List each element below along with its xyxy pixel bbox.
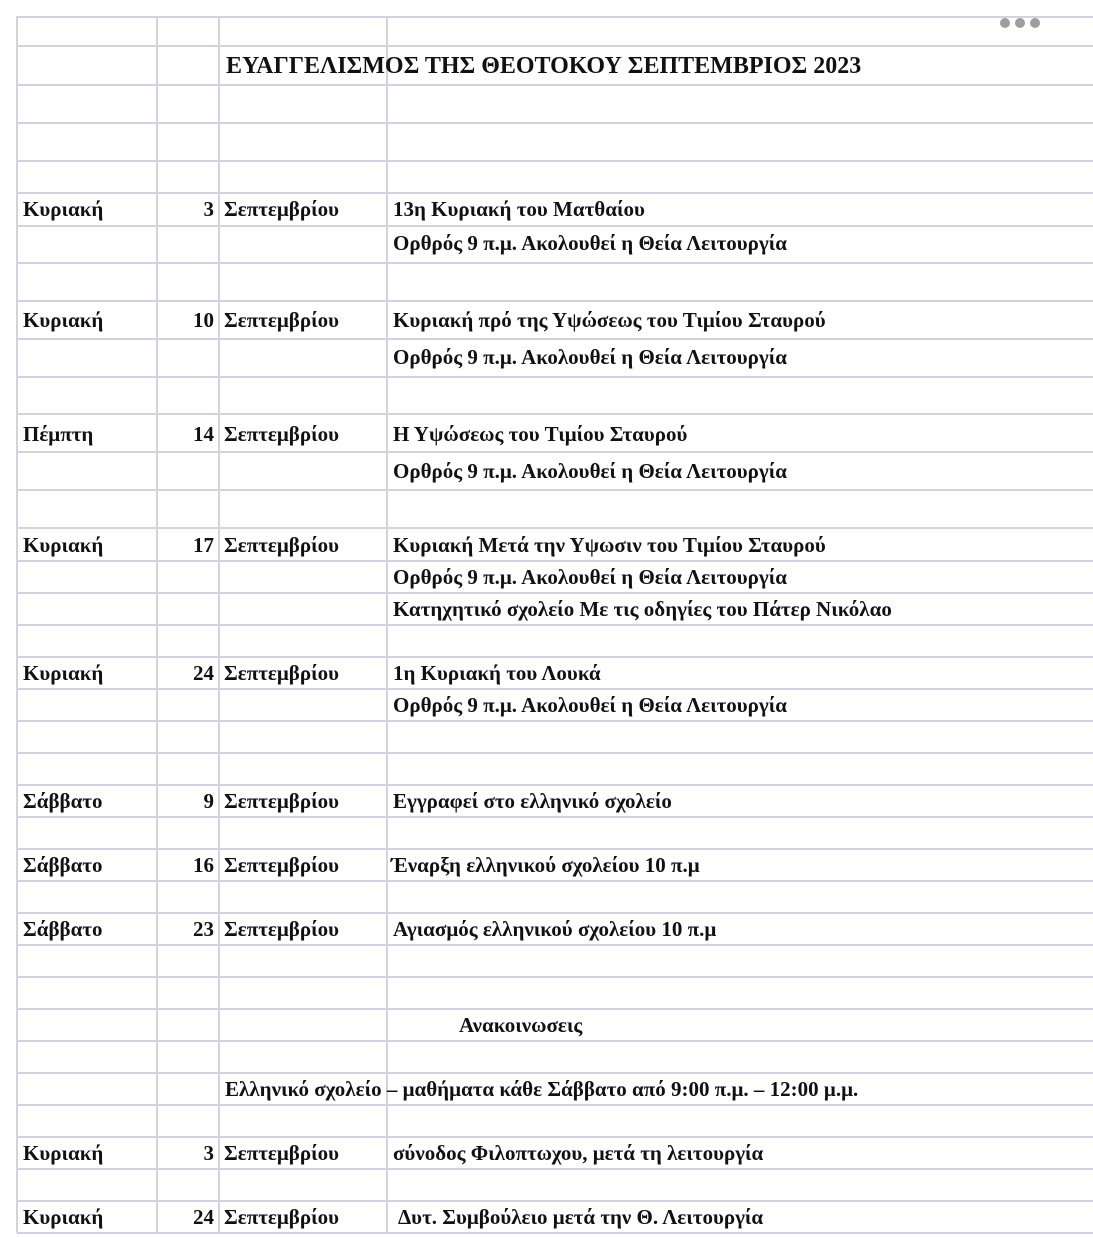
day-number: 17 [193,533,214,557]
grid-row-line [17,1200,1093,1202]
day-name: Κυριακή [23,661,104,685]
day-number: 3 [203,197,214,221]
grid-row-line [17,816,1093,818]
day-number: 24 [193,661,214,685]
event-text: Ορθρός 9 π.μ. Ακολουθεί η Θεία Λειτουργία [393,693,787,717]
grid-row-line [17,752,1093,754]
grid-row-line [17,527,1093,529]
month-name: Σεπτεμβρίου [224,917,339,941]
day-name: Κυριακή [23,533,104,557]
day-number: 14 [193,422,214,446]
grid-row-line [17,880,1093,882]
grid-row-line [17,451,1093,453]
grid-row-line [17,1232,1093,1234]
grid-row-line [17,1136,1093,1138]
month-name: Σεπτεμβρίου [224,1205,339,1229]
event-text: Αγιασμός ελληνικού σχολείου 10 π.μ [393,917,717,941]
month-name: Σεπτεμβρίου [224,308,339,332]
grid-row-line [17,944,1093,946]
grid-row-line [17,1008,1093,1010]
event-text: σύνοδος Φιλοπτωχου, μετά τη λειτουργία [393,1141,764,1165]
grid-row-line [17,1168,1093,1170]
grid-row-line [17,656,1093,658]
grid-row-line [17,489,1093,491]
day-name: Σάββατο [23,853,103,877]
event-text: Ορθρός 9 π.μ. Ακολουθεί η Θεία Λειτουργία [393,565,787,589]
grid-row-line [17,624,1093,626]
grid-row-line [17,192,1093,194]
grid-row-line [17,122,1093,124]
grid-row-line [17,784,1093,786]
event-text: Ορθρός 9 π.μ. Ακολουθεί η Θεία Λειτουργία [393,459,787,483]
day-name: Κυριακή [23,1205,104,1229]
event-text: Η Υψώσεως του Τιμίου Σταυρού [393,422,688,446]
event-text: 1η Κυριακή του Λουκά [393,661,601,685]
day-name: Σάββατο [23,789,103,813]
day-number: 9 [203,789,214,813]
grid-row-line [17,720,1093,722]
day-name: Κυριακή [23,1141,104,1165]
announcements-heading: Ανακοινωσεις [459,1013,583,1037]
day-name: Κυριακή [23,308,104,332]
event-text: Κυριακή Μετά την Υψωσιν του Τιμίου Σταυρού [393,533,826,557]
event-text: Έναρξη ελληνικού σχολείου 10 π.μ [391,853,700,877]
grid-row-line [17,1072,1093,1074]
grid-row-line [17,338,1093,340]
event-text: Κυριακή πρό της Υψώσεως του Τιμίου Σταυρού [393,308,826,332]
event-text: Ορθρός 9 π.μ. Ακολουθεί η Θεία Λειτουργία [393,345,787,369]
month-name: Σεπτεμβρίου [224,853,339,877]
day-number: 10 [193,308,214,332]
event-text: Ορθρός 9 π.μ. Ακολουθεί η Θεία Λειτουργία [393,231,787,255]
event-text: 13η Κυριακή του Ματθαίου [393,197,645,221]
grid-row-line [17,912,1093,914]
grid-row-line [17,688,1093,690]
grid-row-line [17,45,1093,47]
grid-row-line [17,560,1093,562]
grid-row-line [17,413,1093,415]
event-text: Δυτ. Συμβούλειο μετά την Θ. Λειτουργία [398,1205,764,1229]
day-number: 3 [203,1141,214,1165]
event-text: Κατηχητικό σχολείο Με τις οδηγίες του Πάτερ Νικόλαο [393,597,892,621]
event-text: Εγγραφεί στο ελληνικό σχολείο [393,789,672,813]
month-name: Σεπτεμβρίου [224,661,339,685]
grid-row-line [17,262,1093,264]
month-name: Σεπτεμβρίου [224,1141,339,1165]
month-name: Σεπτεμβρίου [224,533,339,557]
grid-row-line [17,1040,1093,1042]
grid-row-line [17,976,1093,978]
month-name: Σεπτεμβρίου [224,197,339,221]
grid-row-line [17,160,1093,162]
day-number: 16 [193,853,214,877]
grid-row-line [17,84,1093,86]
day-name: Κυριακή [23,197,104,221]
grid-row-line [17,1104,1093,1106]
day-number: 24 [193,1205,214,1229]
month-name: Σεπτεμβρίου [224,422,339,446]
grid-row-line [17,300,1093,302]
greek-school-note: Ελληνικό σχολείο – μαθήματα κάθε Σάββατο από 9:00 π.μ. – 12:00 μ.μ. [225,1077,859,1101]
day-name: Σάββατο [23,917,103,941]
day-name: Πέμπτη [23,422,94,446]
more-horizontal-icon[interactable] [1000,18,1040,28]
month-name: Σεπτεμβρίου [224,789,339,813]
grid-row-line [17,592,1093,594]
day-number: 23 [193,917,214,941]
grid-row-line [17,848,1093,850]
grid-row-line [17,376,1093,378]
grid-row-line [17,225,1093,227]
page-title: ΕΥΑΓΓΕΛΙΣΜΟΣ ΤΗΣ ΘΕΟΤΟΚΟΥ ΣΕΠΤΕΜΒΡΙΟΣ 2023 [226,53,862,79]
grid-row-line [17,16,1093,18]
